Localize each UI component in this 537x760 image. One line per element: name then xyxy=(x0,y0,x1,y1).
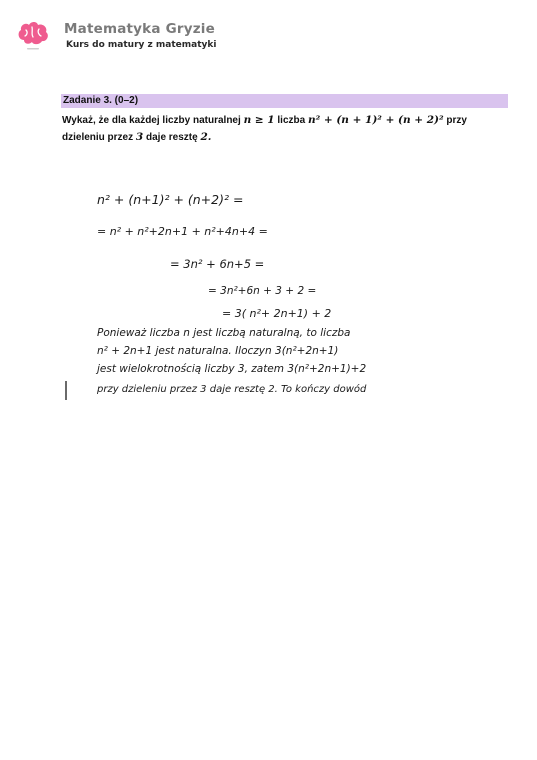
hw-line: = 3( n²+ 2n+1) + 2 xyxy=(222,307,332,320)
hw-line: przy dzieleniu przez 3 daje resztę 2. To kończy dowód xyxy=(97,384,367,395)
statement-text: dzieleniu przez xyxy=(62,132,136,143)
statement-text: Wykaż, że dla każdej liczby naturalnej xyxy=(62,115,244,126)
math-expression: n² + (n + 1)² + (n + 2)² xyxy=(307,114,444,126)
math-divisor: 3 xyxy=(135,131,144,143)
hw-line: n² + 2n+1 jest naturalna. Iloczyn 3(n²+2n+1) xyxy=(97,345,339,357)
hw-line: jest wielokrotnością liczby 3, zatem 3(n²+2n+1)+2 xyxy=(97,363,367,375)
tagline: Kurs do matury z matematyki xyxy=(66,40,217,50)
hw-line: n² + (n+1)² + (n+2)² = xyxy=(97,192,244,207)
math-condition: n ≥ 1 xyxy=(243,114,275,126)
hw-line: = 3n²+6n + 3 + 2 = xyxy=(208,285,317,297)
hw-line: = 3n² + 6n+5 = xyxy=(170,257,265,271)
statement-text: przy xyxy=(443,115,467,126)
hw-line: = n² + n²+2n+1 + n²+4n+4 = xyxy=(97,225,268,238)
brand-name: Matematyka Gryzie xyxy=(64,21,215,37)
task-title: Zadanie 3. (0–2) xyxy=(63,95,139,106)
hw-line: Ponieważ liczba n jest liczbą naturalną, to liczba xyxy=(97,327,351,339)
math-remainder: 2. xyxy=(200,131,212,143)
statement-text: daje resztę xyxy=(143,132,201,143)
statement-text: liczba xyxy=(274,115,308,126)
